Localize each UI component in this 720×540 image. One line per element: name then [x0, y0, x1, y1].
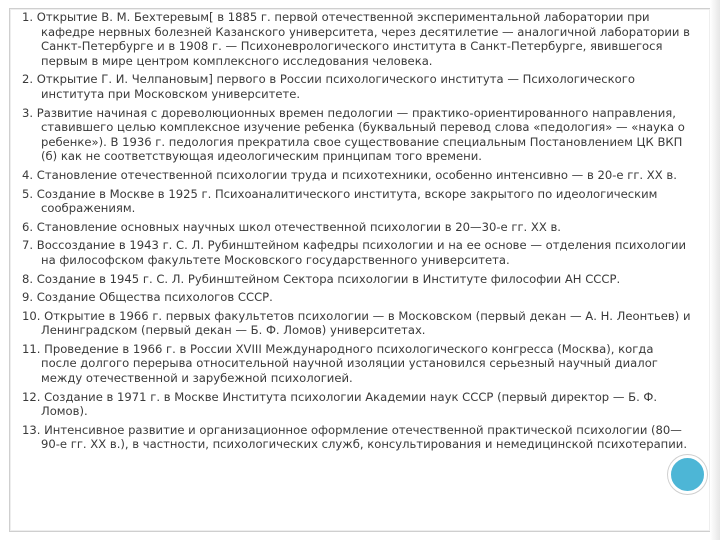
- list-item: 1. Открытие В. М. Бехтеревым[ в 1885 г. первой отечественной экспериментальной лаборатории при кафедре нервных болезней Казанского университета, через десятилетие — аналогичной лаборатории в Санкт-Петербурге и в 1908 г. — Психоневрологического института в Санкт-Петербурге, явившегося первым в мире центром комплексного исследования человека.: [22, 10, 690, 68]
- list-item: 2. Открытие Г. И. Челпановым] первого в России психологического института — Психологического института при Московском университете.: [22, 72, 635, 101]
- list-item: 11. Проведение в 1966 г. в России XVIII Международного психологического конгресса (Москва), когда после долгого перерыва относительной научной изоляции установился серьезный научный диалог между отечественной и зарубежной психологией.: [22, 341, 658, 386]
- list-item: 5. Создание в Москве в 1925 г. Психоаналитического института, вскоре закрытого по идеологическим соображениям.: [22, 186, 658, 216]
- list-item: 4. Становление отечественной психологии труда и психотехники, особенно интенсивно — в 20-е гг. XX в.: [22, 167, 677, 182]
- list-item: 6. Становление основных научных школ отечественной психологии в 20—30-е гг. XX в.: [22, 219, 561, 234]
- list-item: 12. Создание в 1971 г. в Москве Института психологии Академии наук СССР (первый директор — Б. Ф. Ломов).: [22, 389, 658, 419]
- list-item: 8. Создание в 1945 г. С. Л. Рубинштейном Сектора психологии в Институте философии АН СССР.: [22, 271, 621, 286]
- list-item: 9. Создание Общества психологов СССР.: [22, 290, 273, 305]
- history-list: [22, 10, 692, 456]
- list-item: 13. Интенсивное развитие и организационное оформление отечественной практической психологии (80—90-е гг. XX в.), в частности, психологических служб, консультирования и немедицинской психотерапии.: [22, 422, 688, 452]
- list-item: 3. Развитие начиная с дореволюционных времен педологии — практико-ориентированного направления, ставившего целью комплексное изучение ребенка (буквальный перевод слова «педология» — «наука о ребенке»). В 1936 г. педология прекратила свое существование специальным Постановлением ЦК ВКП (б) как не соответствующая идеологическим принципам того времени.: [22, 105, 685, 164]
- list-item: 7. Воссоздание в 1943 г. С. Л. Рубинштейном кафедры психологии и на ее основе — отделения психологии на философском факультете Московского государственного университета.: [22, 238, 687, 267]
- decorative-circle: [668, 455, 707, 494]
- slide-edge-shadow: [710, 0, 720, 540]
- list-item: 10. Открытие в 1966 г. первых факультетов психологии — в Московском (первый декан — А. Н. Леонтьев) и Ленинградском (первый декан — Б. Ф. Ломов) университетах.: [22, 308, 691, 338]
